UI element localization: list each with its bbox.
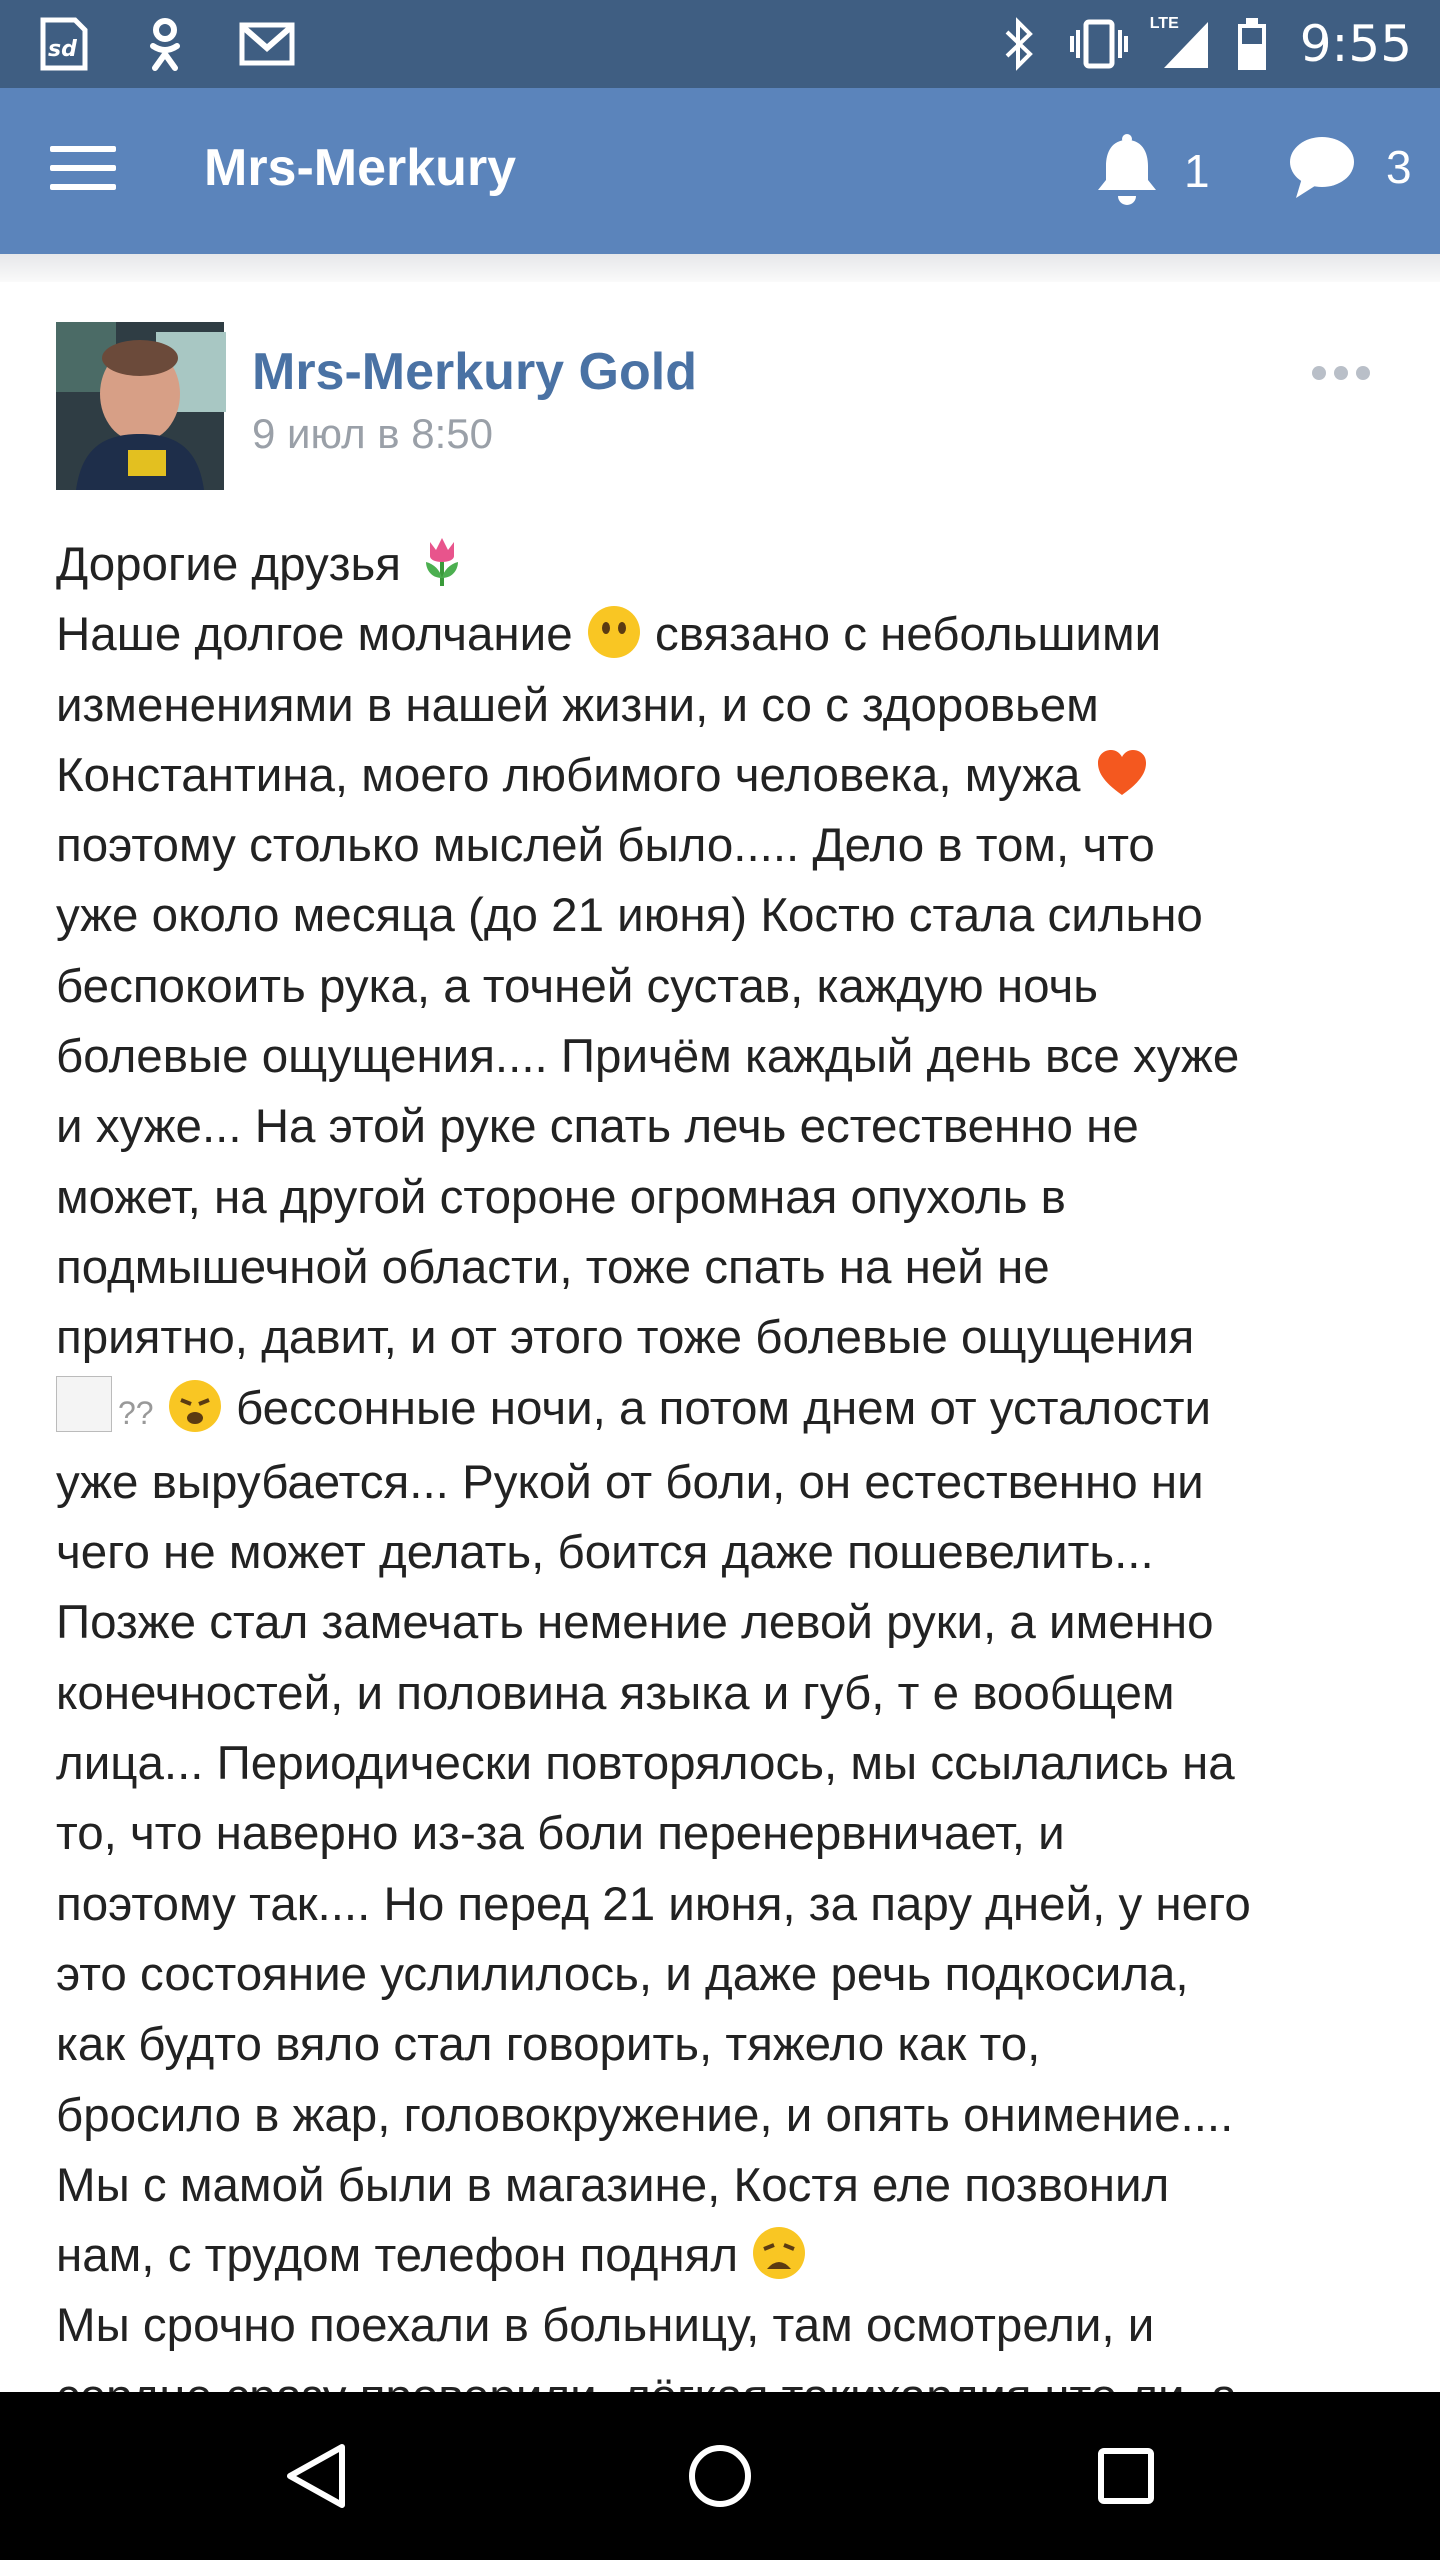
messages-button[interactable]	[1288, 134, 1412, 200]
app-bar	[0, 88, 1440, 254]
notifications-button[interactable]	[1094, 134, 1210, 208]
post-timestamp[interactable]: 9 июл в 8:50	[252, 410, 493, 457]
system-nav-bar	[0, 2392, 1440, 2560]
bell-icon	[1094, 134, 1160, 208]
lte-signal-icon	[1150, 15, 1212, 73]
post-line: лица... Периодически повторялось, мы ссылались на	[56, 1737, 1235, 1791]
notifications-count: 1	[1184, 145, 1210, 197]
post-line: ?? бессонные ночи, а потом днем от усталости	[56, 1374, 1386, 1448]
sd-card-icon	[34, 15, 92, 73]
post-line: изменениями в нашей жизни, и со с здоровьем	[56, 678, 1099, 732]
post-line: конечностей, и половина языка и губ, т е вообщем	[56, 1666, 1175, 1720]
post-line: беспокоить рука, а точней сустав, каждую ночь	[56, 959, 1098, 1013]
post-line: это состояние услилилось, и даже речь подкосила,	[56, 1947, 1189, 2001]
back-button[interactable]	[216, 2392, 416, 2560]
status-bar	[0, 0, 1440, 88]
vibrate-icon	[1070, 15, 1128, 73]
more-options-button[interactable]	[1312, 366, 1370, 380]
post-line: нам, с трудом телефон поднял	[56, 2221, 1386, 2291]
post-line: уже около месяца (до 21 июня) Костю стала сильно	[56, 889, 1203, 943]
recents-square-icon	[1097, 2447, 1155, 2505]
gmail-icon	[238, 15, 296, 73]
clock: 9:55	[1299, 15, 1412, 73]
battery-icon	[1234, 15, 1270, 73]
odnoklassniki-icon	[136, 15, 194, 73]
back-triangle-icon	[284, 2441, 348, 2511]
post-line: может, на другой стороне огромная опухоль в	[56, 1170, 1066, 1224]
recents-button[interactable]	[1026, 2392, 1226, 2560]
no-mouth-emoji	[586, 604, 642, 660]
chat-bubble-icon	[1288, 134, 1356, 200]
tired-emoji	[167, 1378, 223, 1434]
weary-emoji	[751, 2225, 807, 2281]
broken-glyphs: ??	[118, 1394, 154, 1431]
post-line: бросило в жар, головокружение, и опять онимение....	[56, 2088, 1234, 2142]
orange-heart-emoji	[1094, 745, 1150, 801]
post-line: Мы срочно поехали в больницу, там осмотрели, и	[56, 2299, 1155, 2353]
home-circle-icon	[687, 2443, 753, 2509]
post-line: болевые ощущения.... Причём каждый день все хуже	[56, 1030, 1240, 1084]
avatar[interactable]	[56, 322, 224, 490]
post-line: Константина, моего любимого человека, мужа	[56, 741, 1386, 811]
tulip-emoji	[414, 534, 470, 590]
home-button[interactable]	[620, 2392, 820, 2560]
post-author[interactable]: Mrs-Merkury Gold	[252, 343, 697, 401]
page-title: Mrs-Merkury	[204, 139, 517, 197]
bluetooth-icon	[990, 15, 1048, 73]
post-line: то, что наверно из-за боли перенервничает, и	[56, 1807, 1065, 1861]
network-label: LTE	[1149, 15, 1179, 32]
post-line: уже вырубается... Рукой от боли, он естественно ни	[56, 1455, 1204, 1509]
broken-image-icon	[56, 1376, 112, 1432]
post-line: приятно, давит, и от этого тоже болевые ощущения	[56, 1311, 1195, 1365]
post-line: и хуже... На этой руке спать лечь естественно не	[56, 1100, 1139, 1154]
post-line: подмышечной области, тоже спать на ней не	[56, 1240, 1050, 1294]
post-line: поэтому так.... Но перед 21 июня, за пару дней, у него	[56, 1877, 1251, 1931]
post-line: Мы с мамой были в магазине, Костя еле позвонил	[56, 2158, 1170, 2212]
post-line: Позже стал замечать немение левой руки, а именно	[56, 1596, 1214, 1650]
post-line: поэтому столько мыслей было..... Дело в том, что	[56, 819, 1155, 873]
app-bar-shadow	[0, 254, 1440, 282]
post-text	[56, 530, 1386, 2392]
svg-text:sd: sd	[48, 37, 77, 62]
post-line: Дорогие друзья	[56, 530, 1386, 600]
post-line: как будто вяло стал говорить, тяжело как то,	[56, 2018, 1041, 2072]
post-line: чего не может делать, боится даже пошевелить...	[56, 1526, 1154, 1580]
messages-count: 3	[1386, 141, 1412, 193]
post-line: Наше долгое молчание связано с небольшими	[56, 600, 1386, 670]
menu-button[interactable]	[50, 146, 116, 196]
